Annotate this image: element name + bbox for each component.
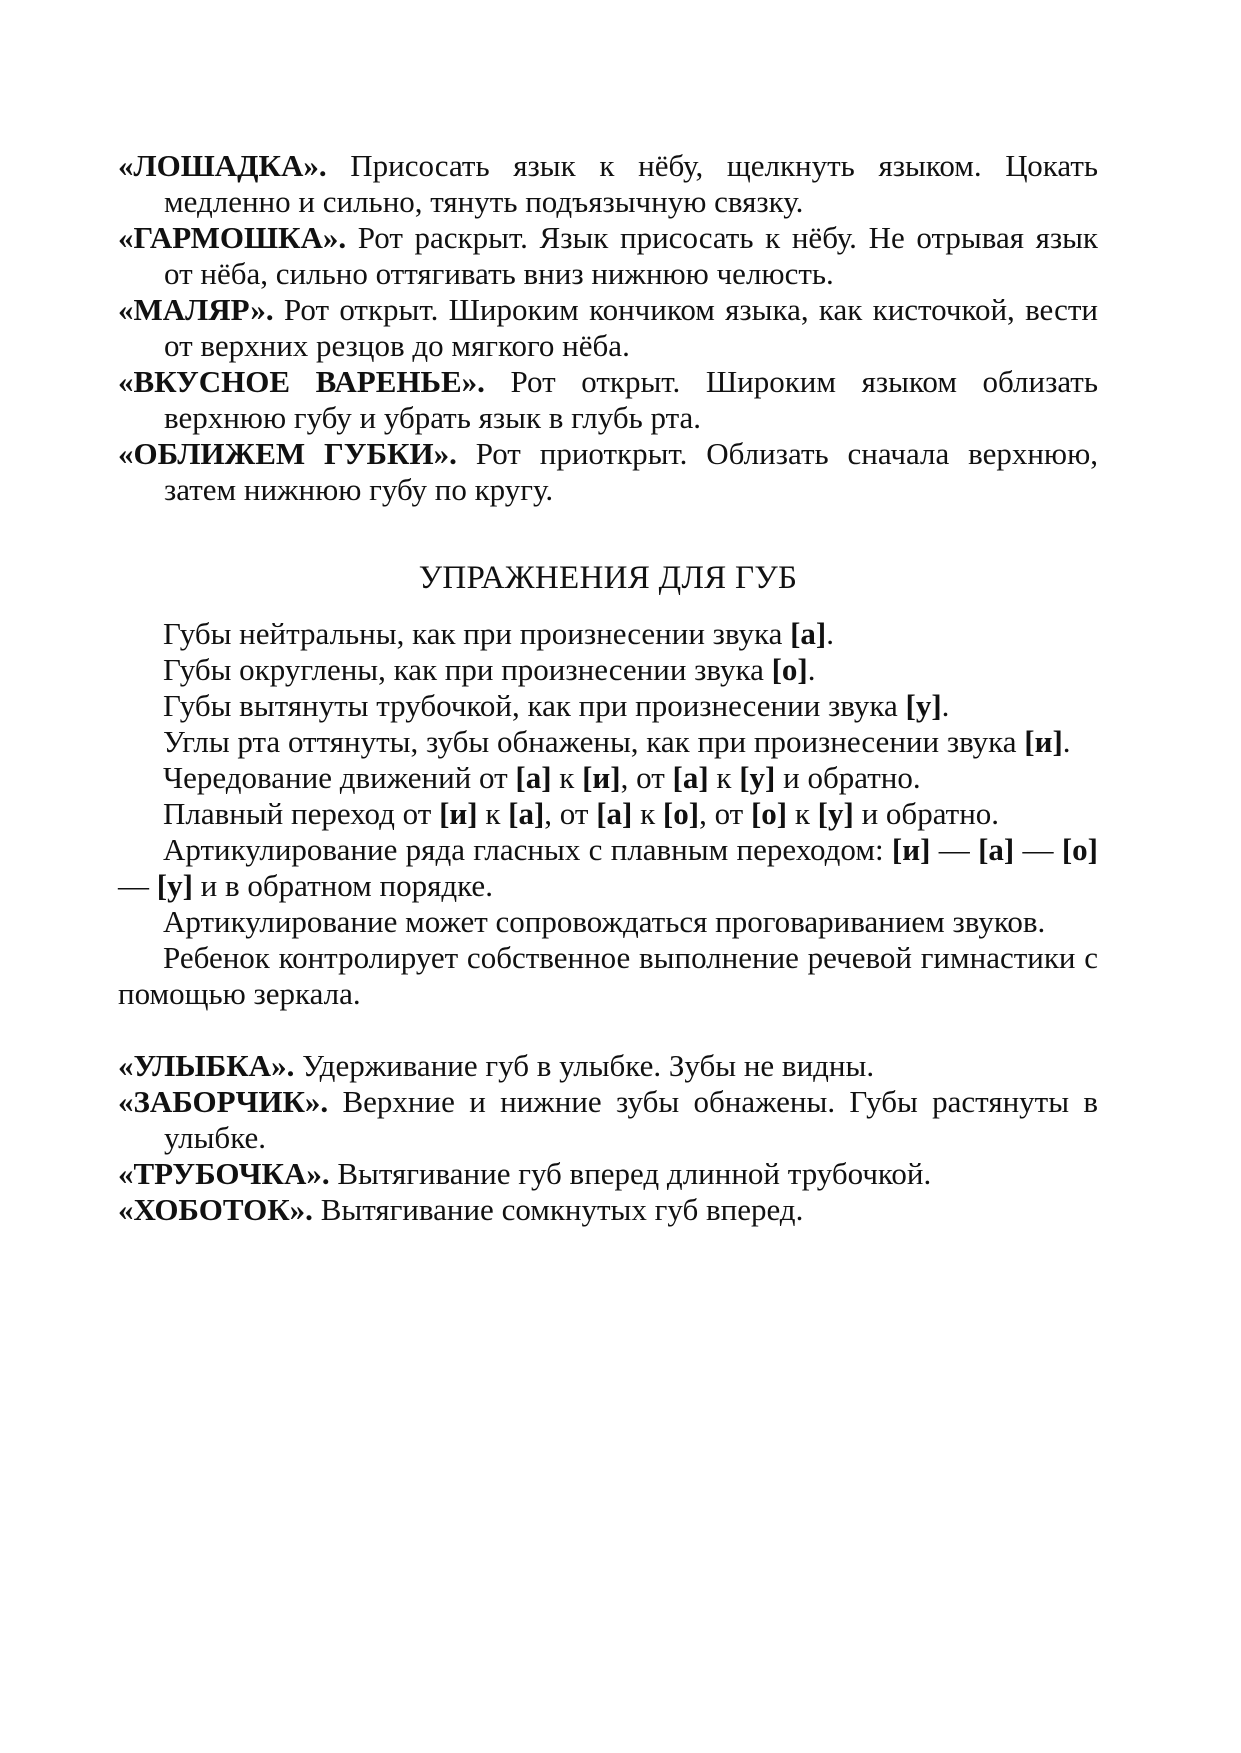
sound-symbol: [о]	[750, 796, 788, 831]
sound-symbol: [у]	[817, 796, 854, 831]
paragraph-text: —	[930, 832, 979, 867]
sound-symbol: [а]	[672, 760, 709, 795]
instruction-paragraph	[118, 688, 1098, 724]
sound-symbol: [а]	[515, 760, 552, 795]
paragraph-text: к	[551, 760, 583, 795]
sound-symbol: [о]	[1061, 832, 1099, 867]
instruction-paragraph	[118, 652, 1098, 688]
exercise-entry	[118, 292, 1098, 364]
exercise-name: «ТРУБОЧКА».	[118, 1156, 330, 1191]
exercise-entry	[118, 1084, 1098, 1156]
paragraph-text: и обратно.	[775, 760, 921, 795]
sound-symbol: [и]	[891, 832, 931, 867]
paragraph-text: Губы округлены, как при произнесении звука	[163, 652, 772, 687]
sound-symbol: [а]	[596, 796, 633, 831]
tongue-exercise-list	[118, 148, 1098, 508]
exercise-entry	[118, 436, 1098, 508]
exercise-name: «ЛОШАДКА».	[118, 148, 327, 183]
instruction-paragraph	[118, 796, 1098, 832]
exercise-name: «ГАРМОШКА».	[118, 220, 347, 255]
section-title: УПРАЖНЕНИЯ ДЛЯ ГУБ	[418, 560, 798, 596]
paragraph-text: к	[477, 796, 509, 831]
exercise-entry	[118, 220, 1098, 292]
paragraph-text: .	[826, 616, 834, 651]
exercise-text: Рот открыт. Широким языком облизать верхнюю губу и убрать язык в глубь рта.	[164, 364, 1098, 435]
paragraph-text: к	[708, 760, 740, 795]
sound-symbol: [у]	[156, 868, 193, 903]
paragraph-text: и в обратном порядке.	[192, 868, 493, 903]
instruction-paragraph	[118, 832, 1098, 904]
paragraph-text: Углы рта оттянуты, зубы обнажены, как при произнесении звука	[163, 724, 1025, 759]
instruction-paragraph	[118, 616, 1098, 652]
sound-symbol: [а]	[508, 796, 545, 831]
exercise-name: «ВКУСНОЕ ВАРЕНЬЕ».	[118, 364, 485, 399]
exercise-entry	[118, 364, 1098, 436]
paragraph-text: , от	[620, 760, 673, 795]
lip-instructions	[118, 616, 1098, 1012]
exercise-text: Присосать язык к нёбу, щелкнуть языком. Цокать медленно и сильно, тянуть подъязычную связку.	[164, 148, 1099, 219]
exercise-text: Рот открыт. Широким кончиком языка, как кисточкой, вести от верхних резцов до мягкого нёба.	[164, 292, 1098, 363]
paragraph-text: —	[118, 868, 157, 903]
exercise-entry	[118, 1192, 1098, 1228]
instruction-paragraph	[118, 760, 1098, 796]
exercise-text: Рот раскрыт. Язык присосать к нёбу. Не отрывая язык от нёба, сильно оттягивать вниз нижнюю челюсть.	[164, 220, 1098, 291]
lip-exercise-list	[118, 1048, 1098, 1228]
exercise-name: «ОБЛИЖЕМ ГУБКИ».	[118, 436, 457, 471]
sound-symbol: [а]	[978, 832, 1015, 867]
exercise-name: «МАЛЯР».	[118, 292, 274, 327]
paragraph-text: Губы нейтральны, как при произнесении звука	[163, 616, 791, 651]
document-page	[118, 148, 1098, 1228]
sound-symbol: [у]	[905, 688, 942, 723]
paragraph-text: к	[787, 796, 818, 831]
paragraph-text: Чередование движений от	[163, 760, 516, 795]
sound-symbol: [и]	[439, 796, 478, 831]
sound-symbol: [о]	[771, 652, 808, 687]
exercise-text: Вытягивание губ вперед длинной трубочкой.	[337, 1156, 932, 1191]
paragraph-text: .	[807, 652, 816, 687]
instruction-paragraph	[118, 724, 1098, 760]
paragraph-text: Губы вытянуты трубочкой, как при произнесении звука	[163, 688, 906, 723]
exercise-text: Вытягивание сомкнутых губ вперед.	[320, 1192, 804, 1227]
paragraph-text: Ребенок контролирует собственное выполнение речевой гимнастики с помощью зеркала.	[118, 940, 1098, 1011]
paragraph-text: .	[1062, 724, 1071, 759]
paragraph-text: .	[941, 688, 950, 723]
paragraph-text: , от	[544, 796, 597, 831]
sound-symbol: [и]	[582, 760, 621, 795]
paragraph-text: Артикулирование может сопровождаться проговариванием звуков.	[163, 904, 1046, 939]
spacer	[118, 1012, 1098, 1048]
paragraph-text: —	[1014, 832, 1062, 867]
paragraph-text: , от	[699, 796, 751, 831]
sound-symbol: [у]	[739, 760, 776, 795]
exercise-entry	[118, 1048, 1098, 1084]
exercise-entry	[118, 148, 1098, 220]
exercise-text: Удерживание губ в улыбке. Зубы не видны.	[302, 1048, 875, 1083]
exercise-entry	[118, 1156, 1098, 1192]
exercise-name: «УЛЫБКА».	[118, 1048, 295, 1083]
exercise-text: Рот приоткрыт. Облизать сначала верхнюю, затем нижнюю губу по кругу.	[164, 436, 1098, 507]
paragraph-text: и обратно.	[853, 796, 1000, 831]
sound-symbol: [и]	[1024, 724, 1063, 759]
exercise-name: «ЗАБОРЧИК».	[118, 1084, 329, 1119]
paragraph-text: Плавный переход от	[163, 796, 440, 831]
exercise-name: «ХОБОТОК».	[118, 1192, 313, 1227]
exercise-text: Верхние и нижние зубы обнажены. Губы растянуты в улыбке.	[164, 1084, 1098, 1155]
sound-symbol: [о]	[662, 796, 700, 831]
paragraph-text: к	[632, 796, 663, 831]
sound-symbol: [а]	[790, 616, 827, 651]
paragraph-text: Артикулирование ряда гласных с плавным переходом:	[163, 832, 892, 867]
instruction-paragraph	[118, 904, 1098, 940]
instruction-paragraph	[118, 940, 1098, 1012]
